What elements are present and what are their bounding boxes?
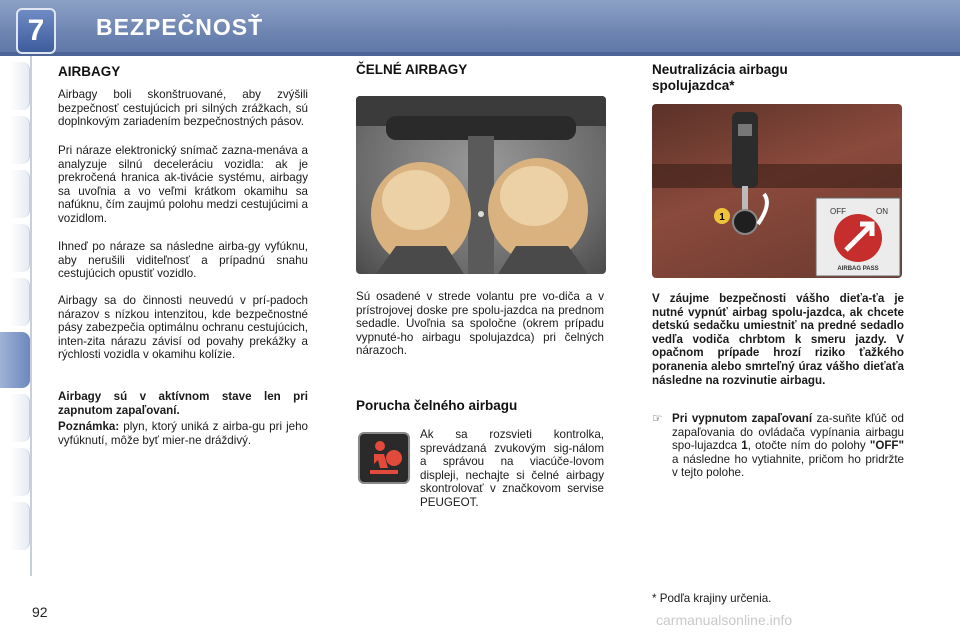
instruction-number: 1 <box>741 439 748 453</box>
page-number: 92 <box>32 604 48 620</box>
passenger-airbag-heading: Neutralizácia airbagu spolujazdca* <box>652 62 788 93</box>
deactivation-instruction <box>672 412 904 480</box>
side-tab-4[interactable] <box>10 224 30 272</box>
side-tab-7[interactable] <box>10 394 30 442</box>
instruction-off: "OFF" <box>869 439 905 453</box>
side-tab-9[interactable] <box>10 502 30 550</box>
airbags-low-intensity: Airbagy sa do činnosti neuvedú v prí-padoch nárazov s nízkou intenzitou, kde bezpečnostné pásy zabezpečia optimálnu ochranu cestujúcich, inten-zita nárazu závisí od povahy prekážky a rýchlosti vozidla v okamihu kolízie. <box>58 294 308 362</box>
watermark: carmanualsonline.info <box>656 612 793 628</box>
front-airbags-text: Sú osadené v strede volantu pre vo-diča a v prístrojovej doske pre spolu-jazdca na prednom sedadle. Uvoľnia sa spoločne (okrem prípadu vypnuté-ho airbagu spolujazdca) pri čelných nárazoch. <box>356 290 604 358</box>
child-seat-warning: V záujme bezpečnosti vášho dieťa-ťa je nutné vypnúť airbag spolu-jazdca, ak chcete detskú sedačku umiestniť na predné sedadlo vedľa vodiča chrbtom k smeru jazdy. V opačnom prípade hrozí riziko ťažkého poranenia alebo smrteľný úraz vášho dieťaťa následne na rozvinutie airbagu. <box>652 292 904 387</box>
switch-off-label: OFF <box>830 207 846 216</box>
front-airbags-heading: ČELNÉ AIRBAGY <box>356 62 468 77</box>
remark-text: plyn, ktorý uniká z airba-gu pri jeho vyfúknutí, môže byť mier-ne dráždivý. <box>58 420 308 447</box>
side-tab-8[interactable] <box>10 448 30 496</box>
front-airbags-photo <box>356 96 606 274</box>
side-tab-2[interactable] <box>10 116 30 164</box>
chapter-number-badge: 7 <box>16 8 56 54</box>
side-tab-1[interactable] <box>10 62 30 110</box>
front-airbags-illustration <box>356 96 606 274</box>
side-tab-3[interactable] <box>10 170 30 218</box>
instruction-bold: Pri vypnutom zapaľovaní <box>672 412 813 425</box>
airbag-switch-photo <box>652 104 902 278</box>
airbags-heading: AIRBAGY <box>58 64 121 79</box>
airbags-deflation: Ihneď po náraze sa následne airba-gy vyfúknu, aby nerušili viditeľnosť a prípadnú snahu cestujúcich opustiť vozidlo. <box>58 240 308 281</box>
airbag-warning-lamp-icon <box>358 432 410 484</box>
side-tab-5[interactable] <box>10 278 30 326</box>
instruction-text-1: za-suňte kľúč od zapaľovania do ovládača vypínania airbagu spo-lujazdca <box>672 412 905 453</box>
airbag-warning-symbol <box>360 434 408 482</box>
switch-marker-number: 1 <box>719 212 725 223</box>
side-rail <box>30 56 32 576</box>
airbags-deployment: Pri náraze elektronický snímač zazna-menáva a analyzuje silnú deceleráciu vozidla: ak je prekročená hranica ak-tivácie systému, airbagy sa uvoľnia a vo veľmi krátkom okamihu sa nafúknu, čím zaujmú polohu medzi cestujúcimi a vozidlom. <box>58 144 308 225</box>
chapter-title: BEZPEČNOSŤ <box>96 14 264 40</box>
airbag-fault-heading: Porucha čelného airbagu <box>356 398 518 413</box>
side-tab-active[interactable] <box>0 332 30 388</box>
airbag-key-switch-illustration <box>652 104 902 278</box>
instruction-text-2: , otočte ním do polohy <box>747 439 870 453</box>
remark-label: Poznámka: <box>58 420 120 433</box>
instruction-text-3: a následne ho vytiahnite, pričom ho pridržte v tejto polohe. <box>672 452 904 480</box>
airbags-ignition-note: Airbagy sú v aktívnom stave len pri zapnutom zapaľovaní. <box>58 390 308 417</box>
airbag-fault-text: Ak sa rozsvieti kontrolka, sprevádzaná zvukovým sig-nálom a správou na viacúče-lovom displeji, nechajte si čelné airbagy skontrolovať v značkovom servise PEUGEOT. <box>420 428 604 509</box>
chapter-side-tabs <box>0 56 34 576</box>
switch-plate-label: AIRBAG PASS <box>837 266 879 272</box>
footnote: * Podľa krajiny určenia. <box>652 592 772 605</box>
switch-on-label: ON <box>876 207 888 216</box>
airbags-remark <box>58 420 308 447</box>
bullet-hand-icon: ☞ <box>652 412 663 425</box>
airbags-intro: Airbagy boli skonštruované, aby zvýšili bezpečnosť cestujúcich pri silných zrážkach, sú doplnkovým zariadením bezpečnostných pásov. <box>58 88 308 129</box>
